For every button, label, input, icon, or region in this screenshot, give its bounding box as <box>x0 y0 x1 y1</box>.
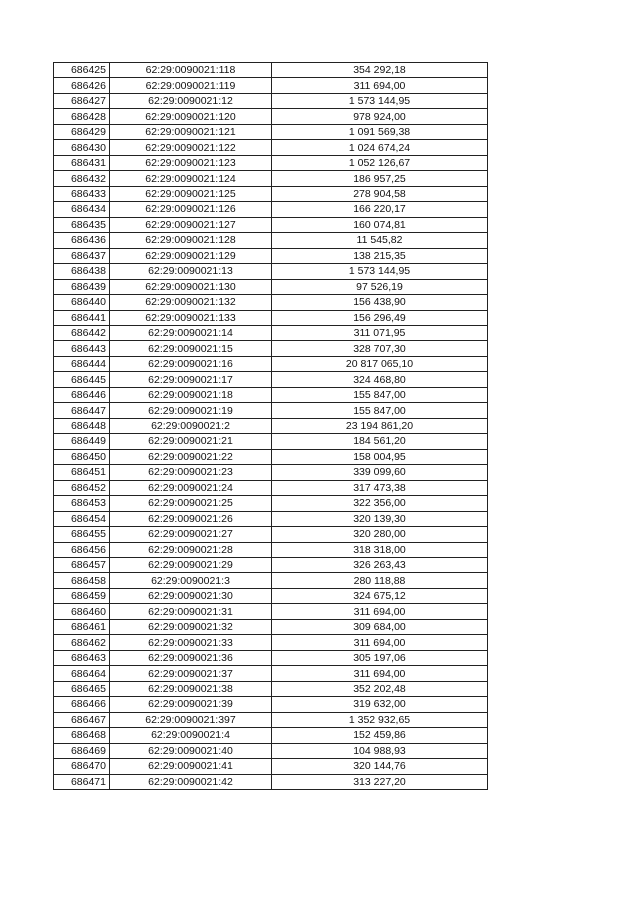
row-id-cell: 686459 <box>54 588 110 603</box>
value-cell: 20 817 065,10 <box>272 356 488 371</box>
row-id-cell: 686437 <box>54 248 110 263</box>
row-id-cell: 686449 <box>54 434 110 449</box>
value-cell: 309 684,00 <box>272 619 488 634</box>
row-id-cell: 686448 <box>54 418 110 433</box>
table-row <box>54 542 488 557</box>
value-cell: 155 847,00 <box>272 387 488 402</box>
row-id-cell: 686467 <box>54 712 110 727</box>
value-cell: 352 202,48 <box>272 681 488 696</box>
row-id-cell: 686438 <box>54 264 110 279</box>
cadastral-number-cell: 62:29:0090021:126 <box>110 202 272 217</box>
cadastral-number-cell: 62:29:0090021:41 <box>110 759 272 774</box>
value-cell: 155 847,00 <box>272 403 488 418</box>
value-cell: 97 526,19 <box>272 279 488 294</box>
row-id-cell: 686447 <box>54 403 110 418</box>
cadastral-number-cell: 62:29:0090021:124 <box>110 171 272 186</box>
table-row <box>54 295 488 310</box>
cadastral-number-cell: 62:29:0090021:17 <box>110 372 272 387</box>
row-id-cell: 686450 <box>54 449 110 464</box>
cadastral-number-cell: 62:29:0090021:30 <box>110 588 272 603</box>
table-row <box>54 93 488 108</box>
value-cell: 1 352 932,65 <box>272 712 488 727</box>
table-row <box>54 666 488 681</box>
table-row <box>54 248 488 263</box>
row-id-cell: 686441 <box>54 310 110 325</box>
cadastral-number-cell: 62:29:0090021:23 <box>110 465 272 480</box>
cadastral-number-cell: 62:29:0090021:13 <box>110 264 272 279</box>
value-cell: 322 356,00 <box>272 496 488 511</box>
table-row <box>54 279 488 294</box>
value-cell: 1 024 674,24 <box>272 140 488 155</box>
cadastral-number-cell: 62:29:0090021:24 <box>110 480 272 495</box>
row-id-cell: 686442 <box>54 325 110 340</box>
row-id-cell: 686466 <box>54 697 110 712</box>
table-row <box>54 325 488 340</box>
cadastral-number-cell: 62:29:0090021:125 <box>110 186 272 201</box>
value-cell: 311 071,95 <box>272 325 488 340</box>
cadastral-number-cell: 62:29:0090021:26 <box>110 511 272 526</box>
row-id-cell: 686431 <box>54 155 110 170</box>
table-row <box>54 511 488 526</box>
cadastral-number-cell: 62:29:0090021:127 <box>110 217 272 232</box>
table-row <box>54 743 488 758</box>
value-cell: 305 197,06 <box>272 650 488 665</box>
table-row <box>54 774 488 789</box>
row-id-cell: 686453 <box>54 496 110 511</box>
row-id-cell: 686432 <box>54 171 110 186</box>
table-row <box>54 527 488 542</box>
cadastral-number-cell: 62:29:0090021:14 <box>110 325 272 340</box>
value-cell: 328 707,30 <box>272 341 488 356</box>
table-row <box>54 155 488 170</box>
cadastral-number-cell: 62:29:0090021:12 <box>110 93 272 108</box>
value-cell: 1 573 144,95 <box>272 264 488 279</box>
value-cell: 1 091 569,38 <box>272 124 488 139</box>
row-id-cell: 686426 <box>54 78 110 93</box>
table-row <box>54 341 488 356</box>
cadastral-number-cell: 62:29:0090021:118 <box>110 63 272 78</box>
cadastral-number-cell: 62:29:0090021:133 <box>110 310 272 325</box>
row-id-cell: 686455 <box>54 527 110 542</box>
table-row <box>54 310 488 325</box>
value-cell: 978 924,00 <box>272 109 488 124</box>
value-cell: 311 694,00 <box>272 635 488 650</box>
table-row <box>54 465 488 480</box>
cadastral-number-cell: 62:29:0090021:39 <box>110 697 272 712</box>
value-cell: 156 296,49 <box>272 310 488 325</box>
row-id-cell: 686430 <box>54 140 110 155</box>
value-cell: 311 694,00 <box>272 666 488 681</box>
table-row <box>54 264 488 279</box>
value-cell: 184 561,20 <box>272 434 488 449</box>
cadastral-number-cell: 62:29:0090021:28 <box>110 542 272 557</box>
cadastral-number-cell: 62:29:0090021:16 <box>110 356 272 371</box>
row-id-cell: 686429 <box>54 124 110 139</box>
table-row <box>54 697 488 712</box>
cadastral-number-cell: 62:29:0090021:120 <box>110 109 272 124</box>
cadastral-number-cell: 62:29:0090021:128 <box>110 233 272 248</box>
row-id-cell: 686436 <box>54 233 110 248</box>
table-row <box>54 186 488 201</box>
value-cell: 278 904,58 <box>272 186 488 201</box>
value-cell: 280 118,88 <box>272 573 488 588</box>
value-cell: 1 052 126,67 <box>272 155 488 170</box>
cadastral-number-cell: 62:29:0090021:36 <box>110 650 272 665</box>
cadastral-number-cell: 62:29:0090021:33 <box>110 635 272 650</box>
cadastral-number-cell: 62:29:0090021:38 <box>110 681 272 696</box>
table-row <box>54 387 488 402</box>
row-id-cell: 686439 <box>54 279 110 294</box>
table-row <box>54 171 488 186</box>
row-id-cell: 686425 <box>54 63 110 78</box>
row-id-cell: 686470 <box>54 759 110 774</box>
table-row <box>54 681 488 696</box>
cadastral-number-cell: 62:29:0090021:29 <box>110 558 272 573</box>
value-cell: 339 099,60 <box>272 465 488 480</box>
row-id-cell: 686444 <box>54 356 110 371</box>
row-id-cell: 686465 <box>54 681 110 696</box>
table-row <box>54 712 488 727</box>
row-id-cell: 686451 <box>54 465 110 480</box>
row-id-cell: 686460 <box>54 604 110 619</box>
row-id-cell: 686458 <box>54 573 110 588</box>
value-cell: 138 215,35 <box>272 248 488 263</box>
table-row <box>54 604 488 619</box>
value-cell: 326 263,43 <box>272 558 488 573</box>
cadastral-number-cell: 62:29:0090021:2 <box>110 418 272 433</box>
table-row <box>54 78 488 93</box>
row-id-cell: 686452 <box>54 480 110 495</box>
cadastral-number-cell: 62:29:0090021:32 <box>110 619 272 634</box>
row-id-cell: 686454 <box>54 511 110 526</box>
table-row <box>54 356 488 371</box>
value-cell: 324 675,12 <box>272 588 488 603</box>
table-row <box>54 573 488 588</box>
row-id-cell: 686461 <box>54 619 110 634</box>
table-row <box>54 63 488 78</box>
row-id-cell: 686445 <box>54 372 110 387</box>
table-row <box>54 728 488 743</box>
row-id-cell: 686463 <box>54 650 110 665</box>
table-row <box>54 217 488 232</box>
row-id-cell: 686435 <box>54 217 110 232</box>
cadastral-number-cell: 62:29:0090021:4 <box>110 728 272 743</box>
value-cell: 1 573 144,95 <box>272 93 488 108</box>
cadastral-number-cell: 62:29:0090021:397 <box>110 712 272 727</box>
table-row <box>54 588 488 603</box>
cadastral-number-cell: 62:29:0090021:130 <box>110 279 272 294</box>
table-body <box>54 63 488 790</box>
table-row <box>54 480 488 495</box>
table-row <box>54 202 488 217</box>
table-row <box>54 109 488 124</box>
table-row <box>54 619 488 634</box>
value-cell: 318 318,00 <box>272 542 488 557</box>
table-row <box>54 418 488 433</box>
cadastral-number-cell: 62:29:0090021:15 <box>110 341 272 356</box>
table-row <box>54 635 488 650</box>
cadastral-number-cell: 62:29:0090021:119 <box>110 78 272 93</box>
row-id-cell: 686457 <box>54 558 110 573</box>
table-row <box>54 233 488 248</box>
value-cell: 324 468,80 <box>272 372 488 387</box>
value-cell: 311 694,00 <box>272 604 488 619</box>
cadastral-number-cell: 62:29:0090021:132 <box>110 295 272 310</box>
table-row <box>54 372 488 387</box>
row-id-cell: 686462 <box>54 635 110 650</box>
cadastral-number-cell: 62:29:0090021:129 <box>110 248 272 263</box>
value-cell: 320 144,76 <box>272 759 488 774</box>
table-row <box>54 650 488 665</box>
row-id-cell: 686446 <box>54 387 110 402</box>
cadastral-number-cell: 62:29:0090021:42 <box>110 774 272 789</box>
row-id-cell: 686468 <box>54 728 110 743</box>
cadastral-number-cell: 62:29:0090021:122 <box>110 140 272 155</box>
value-cell: 320 139,30 <box>272 511 488 526</box>
value-cell: 313 227,20 <box>272 774 488 789</box>
cadastral-number-cell: 62:29:0090021:3 <box>110 573 272 588</box>
value-cell: 158 004,95 <box>272 449 488 464</box>
cadastral-number-cell: 62:29:0090021:123 <box>110 155 272 170</box>
value-cell: 186 957,25 <box>272 171 488 186</box>
row-id-cell: 686456 <box>54 542 110 557</box>
cadastral-number-cell: 62:29:0090021:19 <box>110 403 272 418</box>
table-row <box>54 449 488 464</box>
row-id-cell: 686443 <box>54 341 110 356</box>
value-cell: 23 194 861,20 <box>272 418 488 433</box>
value-cell: 320 280,00 <box>272 527 488 542</box>
cadastral-number-cell: 62:29:0090021:31 <box>110 604 272 619</box>
table-row <box>54 124 488 139</box>
value-cell: 319 632,00 <box>272 697 488 712</box>
cadastral-number-cell: 62:29:0090021:37 <box>110 666 272 681</box>
cadastral-number-cell: 62:29:0090021:18 <box>110 387 272 402</box>
row-id-cell: 686469 <box>54 743 110 758</box>
table-row <box>54 403 488 418</box>
cadastral-value-table <box>53 62 488 790</box>
cadastral-number-cell: 62:29:0090021:21 <box>110 434 272 449</box>
cadastral-number-cell: 62:29:0090021:40 <box>110 743 272 758</box>
row-id-cell: 686427 <box>54 93 110 108</box>
cadastral-number-cell: 62:29:0090021:121 <box>110 124 272 139</box>
row-id-cell: 686428 <box>54 109 110 124</box>
value-cell: 354 292,18 <box>272 63 488 78</box>
value-cell: 152 459,86 <box>272 728 488 743</box>
value-cell: 104 988,93 <box>272 743 488 758</box>
table-row <box>54 140 488 155</box>
row-id-cell: 686440 <box>54 295 110 310</box>
value-cell: 311 694,00 <box>272 78 488 93</box>
row-id-cell: 686464 <box>54 666 110 681</box>
row-id-cell: 686433 <box>54 186 110 201</box>
cadastral-number-cell: 62:29:0090021:27 <box>110 527 272 542</box>
value-cell: 317 473,38 <box>272 480 488 495</box>
table-row <box>54 558 488 573</box>
value-cell: 156 438,90 <box>272 295 488 310</box>
value-cell: 160 074,81 <box>272 217 488 232</box>
value-cell: 166 220,17 <box>272 202 488 217</box>
table-row <box>54 434 488 449</box>
row-id-cell: 686471 <box>54 774 110 789</box>
cadastral-number-cell: 62:29:0090021:25 <box>110 496 272 511</box>
table-row <box>54 496 488 511</box>
value-cell: 11 545,82 <box>272 233 488 248</box>
table-row <box>54 759 488 774</box>
cadastral-number-cell: 62:29:0090021:22 <box>110 449 272 464</box>
row-id-cell: 686434 <box>54 202 110 217</box>
